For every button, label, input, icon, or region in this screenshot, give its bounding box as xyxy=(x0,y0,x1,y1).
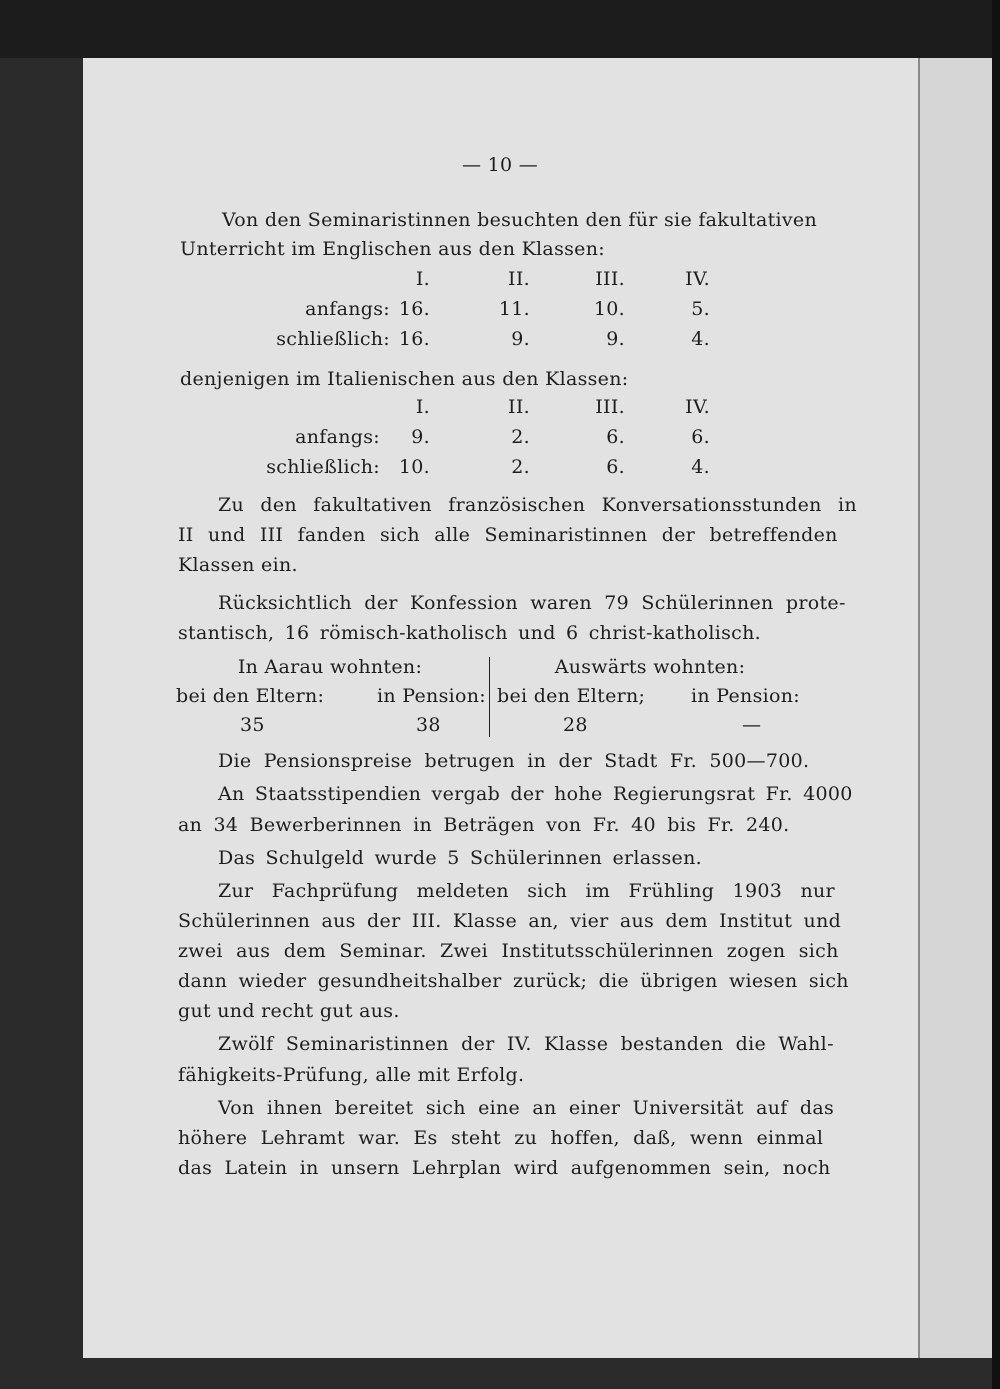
para-fach-line-2: Schülerinnen aus der III. Klasse an, vier aus dem Institut und xyxy=(178,910,842,932)
residence-col4-value: — xyxy=(742,714,762,736)
residence-col1-label: bei den Eltern: xyxy=(176,685,325,707)
italian-row-1-value-3: 6. xyxy=(606,426,625,448)
italian-row-1-value-4: 6. xyxy=(691,426,710,448)
italian-header-1: I. xyxy=(415,396,430,418)
para-fach-line-1: Zur Fachprüfung meldeten sich im Frühling 1903 nur xyxy=(218,880,835,902)
para-confession-line-1: Rücksichtlich der Konfession waren 79 Schülerinnen prote- xyxy=(218,592,846,614)
english-row-2-value-3: 9. xyxy=(606,328,625,350)
page-number: — 10 — xyxy=(461,154,539,176)
english-header-1: I. xyxy=(415,268,430,290)
english-header-3: III. xyxy=(595,268,625,290)
english-row-1-value-1: 16. xyxy=(398,298,430,320)
para-fach-line-4: dann wieder gesundheitshalber zurück; die übrigen wiesen sich xyxy=(178,970,849,992)
scan-right-edge xyxy=(992,0,1000,1389)
para-wahl-line-2: fähigkeits-Prüfung, alle mit Erfolg. xyxy=(178,1064,525,1086)
para-fach-line-5: gut und recht gut aus. xyxy=(178,1000,400,1022)
auswaerts-header: Auswärts wohnten: xyxy=(554,656,746,678)
english-row-1-value-2: 11. xyxy=(498,298,530,320)
residence-col1-value: 35 xyxy=(240,714,265,736)
para-stipend-line-2: an 34 Bewerberinnen in Beträgen von Fr. 40 bis Fr. 240. xyxy=(178,814,790,836)
italian-row-label-1: anfangs: xyxy=(295,426,380,448)
italian-row-2-value-4: 4. xyxy=(691,456,710,478)
para-schulgeld: Das Schulgeld wurde 5 Schülerinnen erlassen. xyxy=(218,847,702,869)
residence-col2-label: in Pension: xyxy=(377,685,486,707)
italian-row-1-value-1: 9. xyxy=(411,426,430,448)
para-wahl-line-1: Zwölf Seminaristinnen der IV. Klasse bestanden die Wahl- xyxy=(218,1033,834,1055)
para-french-line-3: Klassen ein. xyxy=(178,554,298,576)
para-confession-line-2: stantisch, 16 römisch-katholisch und 6 christ-katholisch. xyxy=(178,622,761,644)
adjacent-page-edge xyxy=(918,58,1000,1358)
para-latein-line-2: höhere Lehramt war. Es steht zu hoffen, daß, wenn einmal xyxy=(178,1127,824,1149)
residence-col3-label: bei den Eltern; xyxy=(497,685,646,707)
residence-col2-value: 38 xyxy=(416,714,441,736)
english-intro-line-2: Unterricht im Englischen aus den Klassen: xyxy=(180,238,605,260)
italian-header-2: II. xyxy=(508,396,530,418)
residence-divider xyxy=(489,657,490,737)
italian-header-3: III. xyxy=(595,396,625,418)
para-fach-line-3: zwei aus dem Seminar. Zwei Institutsschülerinnen zogen sich xyxy=(178,940,839,962)
para-french-line-1: Zu den fakultativen französischen Konversationsstunden in xyxy=(218,494,857,516)
aarau-header: In Aarau wohnten: xyxy=(237,656,423,678)
english-row-label-2: schließlich: xyxy=(276,328,390,350)
para-french-line-2: II und III fanden sich alle Seminaristinnen der betreffenden xyxy=(178,524,838,546)
italian-intro: denjenigen im Italienischen aus den Klassen: xyxy=(180,368,629,390)
residence-col4-label: in Pension: xyxy=(691,685,800,707)
english-header-4: IV. xyxy=(685,268,710,290)
english-row-1-value-3: 10. xyxy=(593,298,625,320)
english-row-2-value-2: 9. xyxy=(511,328,530,350)
english-row-2-value-4: 4. xyxy=(691,328,710,350)
italian-row-2-value-1: 10. xyxy=(398,456,430,478)
italian-row-label-2: schließlich: xyxy=(266,456,380,478)
english-row-2-value-1: 16. xyxy=(398,328,430,350)
residence-col3-value: 28 xyxy=(563,714,588,736)
para-pension: Die Pensionspreise betrugen in der Stadt Fr. 500—700. xyxy=(218,750,810,772)
para-latein-line-1: Von ihnen bereitet sich eine an einer Universität auf das xyxy=(218,1097,835,1119)
english-intro-line-1: Von den Seminaristinnen besuchten den für sie fakultativen xyxy=(222,209,817,231)
para-latein-line-3: das Latein in unsern Lehrplan wird aufgenommen sein, noch xyxy=(178,1157,831,1179)
english-header-2: II. xyxy=(508,268,530,290)
italian-header-4: IV. xyxy=(685,396,710,418)
scan-top-edge xyxy=(0,0,1000,58)
english-row-1-value-4: 5. xyxy=(691,298,710,320)
italian-row-2-value-3: 6. xyxy=(606,456,625,478)
italian-row-1-value-2: 2. xyxy=(511,426,530,448)
italian-row-2-value-2: 2. xyxy=(511,456,530,478)
para-stipend-line-1: An Staatsstipendien vergab der hohe Regierungsrat Fr. 4000 xyxy=(218,783,853,805)
english-row-label-1: anfangs: xyxy=(305,298,390,320)
